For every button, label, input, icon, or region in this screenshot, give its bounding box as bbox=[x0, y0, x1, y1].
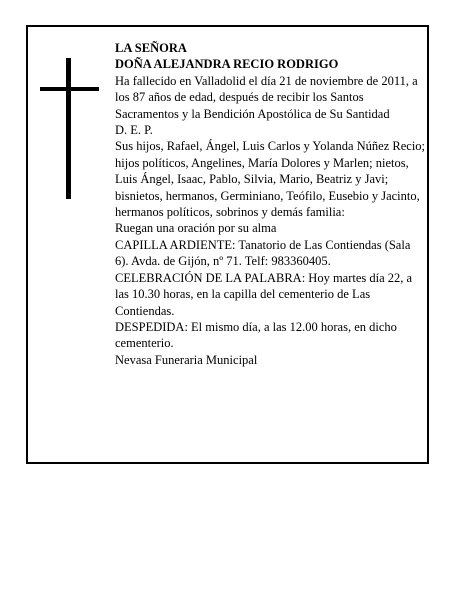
funeral-home: Nevasa Funeraria Municipal bbox=[115, 352, 258, 367]
cross-horizontal-bar bbox=[40, 87, 99, 91]
notice-body bbox=[115, 40, 427, 368]
deceased-name: DOÑA ALEJANDRA RECIO RODRIGO bbox=[115, 57, 339, 72]
cross-vertical-bar bbox=[66, 58, 71, 199]
funeral-chapel-info: CAPILLA ARDIENTE: Tanatorio de Las Contiendas (Sala 6). Avda. de Gijón, nº 71. Telf: 983360405. bbox=[115, 237, 411, 269]
prayer-request: Ruegan una oración por su alma bbox=[115, 221, 277, 236]
family-list: Sus hijos, Rafael, Ángel, Luis Carlos y Yolanda Núñez Recio; hijos políticos, Angelines, María Dolores y Marlen; nietos, Luis Ángel, Isaac, Pablo, Silvia, Mario, Beatriz y Javi; bisnietos, hermanos, Germiniano, Teófilo, Eusebio y Jacinto, hermanos políticos, sobrinos y demás familia: bbox=[115, 139, 426, 220]
ceremony-info: CELEBRACIÓN DE LA PALABRA: Hoy martes día 22, a las 10.30 horas, en la capilla del cementerio de Las Contiendas. bbox=[115, 270, 413, 318]
cross-icon bbox=[40, 58, 100, 199]
notice-title: LA SEÑORA bbox=[115, 41, 187, 55]
rest-in-peace: D. E. P. bbox=[115, 123, 153, 138]
death-announcement: Ha fallecido en Valladolid el día 21 de noviembre de 2011, a los 87 años de edad, después de recibir los Santos Sacramentos y la Bendición Apostólica de Su Santidad bbox=[115, 73, 418, 121]
obituary-notice bbox=[26, 25, 429, 464]
farewell-info: DESPEDIDA: El mismo día, a las 12.00 horas, en dicho cementerio. bbox=[115, 319, 397, 351]
